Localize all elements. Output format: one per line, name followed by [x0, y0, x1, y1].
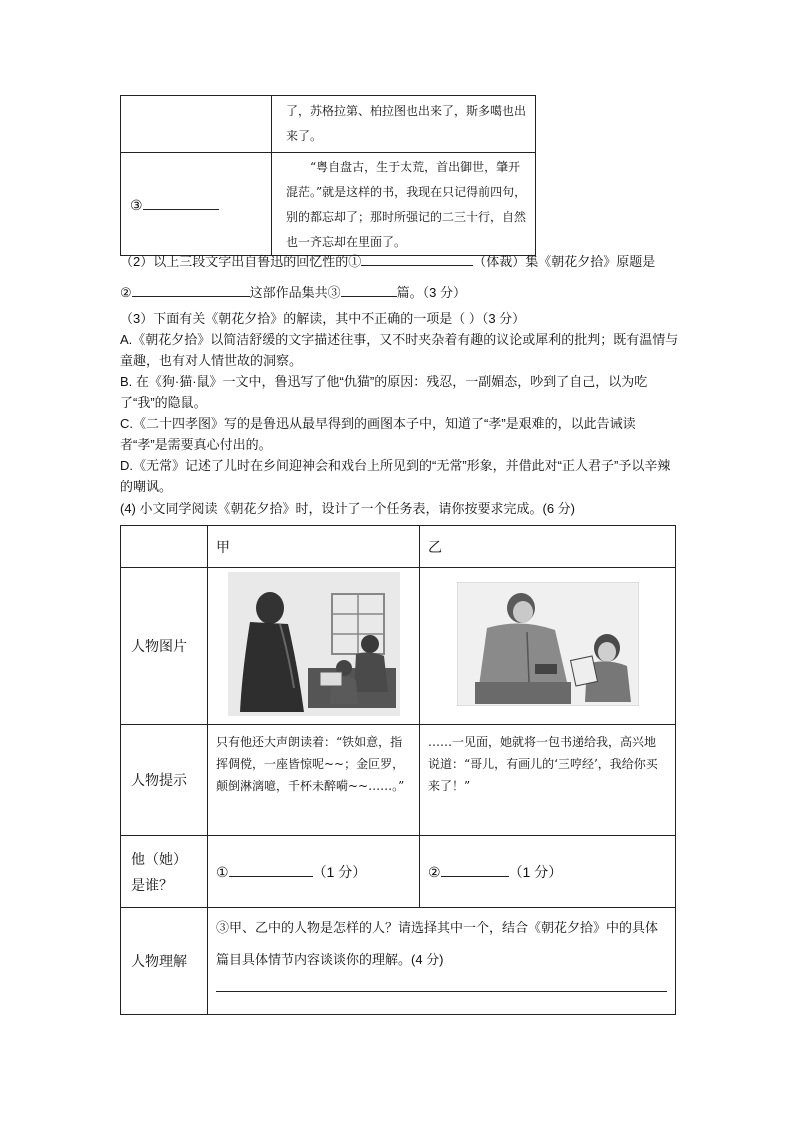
teacher-reading-illustration: [228, 572, 400, 716]
nanny-giving-book-illustration: [457, 582, 639, 706]
quote-table-cell-empty: [121, 96, 272, 153]
answer-blank-original-title[interactable]: [132, 282, 250, 297]
hint-jia: 只有他还大声朗读着：“铁如意，指挥倜傥，一座皆惊呢~~；金叵罗，颠倒淋漓噫，千杯未醉嗬~~……。”: [208, 725, 420, 836]
quote-source-blank-3: ③: [121, 153, 272, 256]
quote-text-3: “粤自盘古，生于太荒，首出御世，肇开混茫。”就是这样的书，我现在只记得前四句，别的都忘却了；那时所强记的二三十行，自然也一齐忘却在里面了。: [272, 153, 536, 256]
picture-yi: [420, 568, 676, 725]
picture-jia: [208, 568, 420, 725]
answer-blank-genre[interactable]: [361, 251, 473, 266]
task-table: [120, 525, 676, 1015]
task-table-corner: [121, 526, 208, 568]
option-a: A.《朝花夕拾》以简洁舒缓的文字描述往事，又不时夹杂着有趣的议论或犀利的批判；既有温情与童趣，也有对人情世故的洞察。: [120, 332, 679, 368]
quote-table: [120, 95, 536, 256]
answer-blank[interactable]: [143, 195, 219, 210]
answer-blank-jia[interactable]: [229, 862, 313, 877]
option-c: C.《二十四孝图》写的是鲁迅从最早得到的画图本子中，知道了“孝”是艰难的，以此告诫读者“孝”是需要真心付出的。: [120, 416, 636, 452]
row-label-who: 他（她） 是谁？: [121, 836, 208, 908]
row-label-hint: 人物提示: [121, 725, 208, 836]
answer-blank-count[interactable]: [341, 282, 397, 297]
question-2-line-1: （2）以上三段文字出自鲁迅的回忆性的① （体裁）集《朝花夕拾》原题是: [120, 251, 655, 272]
column-header-jia: 甲: [208, 526, 420, 568]
row-label-picture: 人物图片: [121, 568, 208, 725]
understand-prompt: ③甲、乙中的人物是怎样的人？请选择其中一个，结合《朝花夕拾》中的具体篇目具体情节内容谈谈你的理解。(4 分): [216, 920, 659, 967]
question-2-line-2: ② 这部作品集共③ 篇。（3 分）: [120, 282, 466, 303]
who-yi-cell: ② （1 分）: [420, 836, 676, 908]
understand-cell: [208, 908, 676, 1015]
row-label-understand: 人物理解: [121, 908, 208, 1015]
answer-blank-yi[interactable]: [441, 862, 509, 877]
column-header-yi: 乙: [420, 526, 676, 568]
option-d: D.《无常》记述了儿时在乡间迎神会和戏台上所见到的“无常”形象，并借此对“正人君子”予以辛辣的嘲讽。: [120, 458, 671, 494]
who-jia-cell: ① （1 分）: [208, 836, 420, 908]
quote-text-2: 了，苏格拉第、柏拉图也出来了，斯多噶也出来了。: [272, 96, 536, 153]
answer-line[interactable]: [216, 990, 667, 992]
question-4-stem: (4) 小文同学阅读《朝花夕拾》时，设计了一个任务表，请你按要求完成。(6 分): [120, 501, 576, 516]
option-b: B. 在《狗·猫·鼠》一文中，鲁迅写了他“仇猫”的原因：残忍，一副媚态，吵到了自己，以为吃了“我”的隐鼠。: [120, 374, 648, 410]
hint-yi: ……一见面，她就将一包书递给我，高兴地说道：“哥儿，有画儿的‘三哼经’，我给你买来了！”: [420, 725, 676, 836]
question-3-stem: （3）下面有关《朝花夕拾》的解读，其中不正确的一项是（ ）（3 分）: [120, 311, 526, 326]
